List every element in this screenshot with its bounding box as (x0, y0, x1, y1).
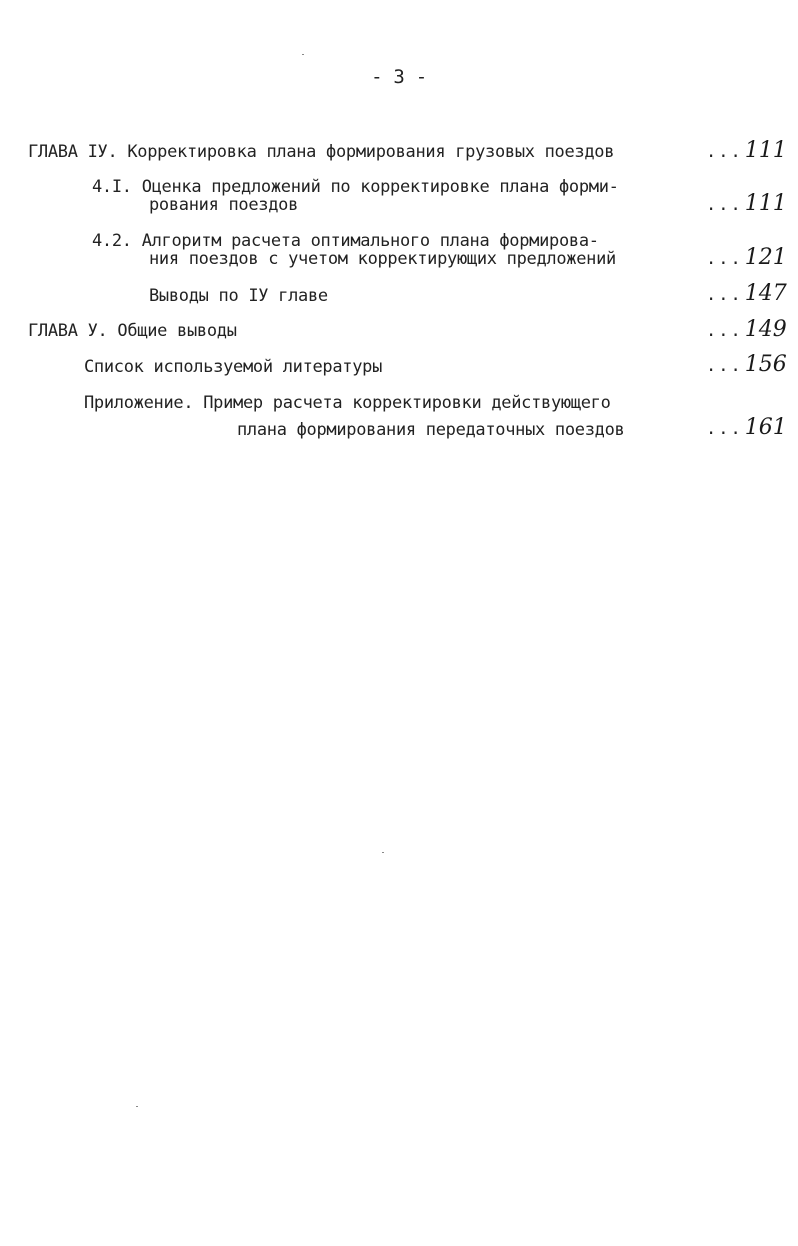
toc-chapter-4-entry (28, 143, 614, 161)
toc-section-4-1-title-line1: Оценка предложений по корректировке плана форми- (141, 177, 619, 197)
scan-speck (382, 852, 384, 853)
toc-section-4-2-title-line1: Алгоритм расчета оптимального плана формирова- (141, 231, 599, 251)
toc-chapter-4-label: ГЛАВА IУ. (28, 142, 118, 162)
toc-section-4-1-page: 111 (744, 191, 787, 216)
toc-chapter-4-conclusions-page-ref (706, 281, 787, 306)
toc-section-4-1-dots: ... (706, 195, 743, 215)
toc-section-4-1-page-ref (706, 191, 787, 216)
toc-chapter-5-title: Общие выводы (117, 321, 237, 341)
toc-references-dots: ... (706, 356, 743, 376)
toc-section-4-2-line1 (92, 232, 599, 250)
toc-chapter-4-conclusions-page: 147 (744, 281, 787, 306)
toc-appendix-page: 161 (744, 415, 787, 440)
toc-references-page: 156 (744, 352, 787, 377)
scan-speck (302, 54, 304, 55)
toc-chapter-5-entry (28, 322, 237, 340)
toc-chapter-5-page-ref (706, 317, 787, 342)
toc-references-title: Список используемой литературы (84, 357, 383, 377)
toc-chapter-4-page: 111 (744, 138, 787, 163)
toc-chapter-4-conclusions-dots: ... (706, 285, 743, 305)
toc-appendix-title-line2: плана формирования передаточных поездов (237, 420, 625, 440)
toc-chapter-4-conclusions-title: Выводы по IУ главе (149, 286, 328, 306)
scan-speck (136, 1106, 138, 1107)
toc-appendix-page-ref (706, 415, 787, 440)
toc-appendix-title-line1: Приложение. Пример расчета корректировки действующего (84, 393, 611, 413)
toc-section-4-1-line1 (92, 178, 619, 196)
toc-references-page-ref (706, 352, 787, 377)
toc-section-4-2-page: 121 (744, 245, 787, 270)
toc-section-4-2-dots: ... (706, 249, 743, 269)
toc-section-4-2-title-line2: ния поездов с учетом корректирующих предложений (149, 249, 616, 269)
toc-chapter-4-dots: ... (706, 142, 743, 162)
toc-chapter-5-dots: ... (706, 321, 743, 341)
toc-section-4-2-number: 4.2. (92, 231, 132, 251)
toc-section-4-2-page-ref (706, 245, 787, 270)
toc-appendix-dots: ... (706, 419, 743, 439)
toc-chapter-5-label: ГЛАВА У. (28, 321, 108, 341)
toc-section-4-1-number: 4.I. (92, 177, 132, 197)
toc-chapter-5-page: 149 (744, 317, 787, 342)
page-number: - 3 - (371, 66, 427, 88)
toc-section-4-1-title-line2: рования поездов (149, 195, 299, 215)
toc-chapter-4-title: Корректировка плана формирования грузовых поездов (127, 142, 615, 162)
toc-chapter-4-page-ref (706, 138, 787, 163)
